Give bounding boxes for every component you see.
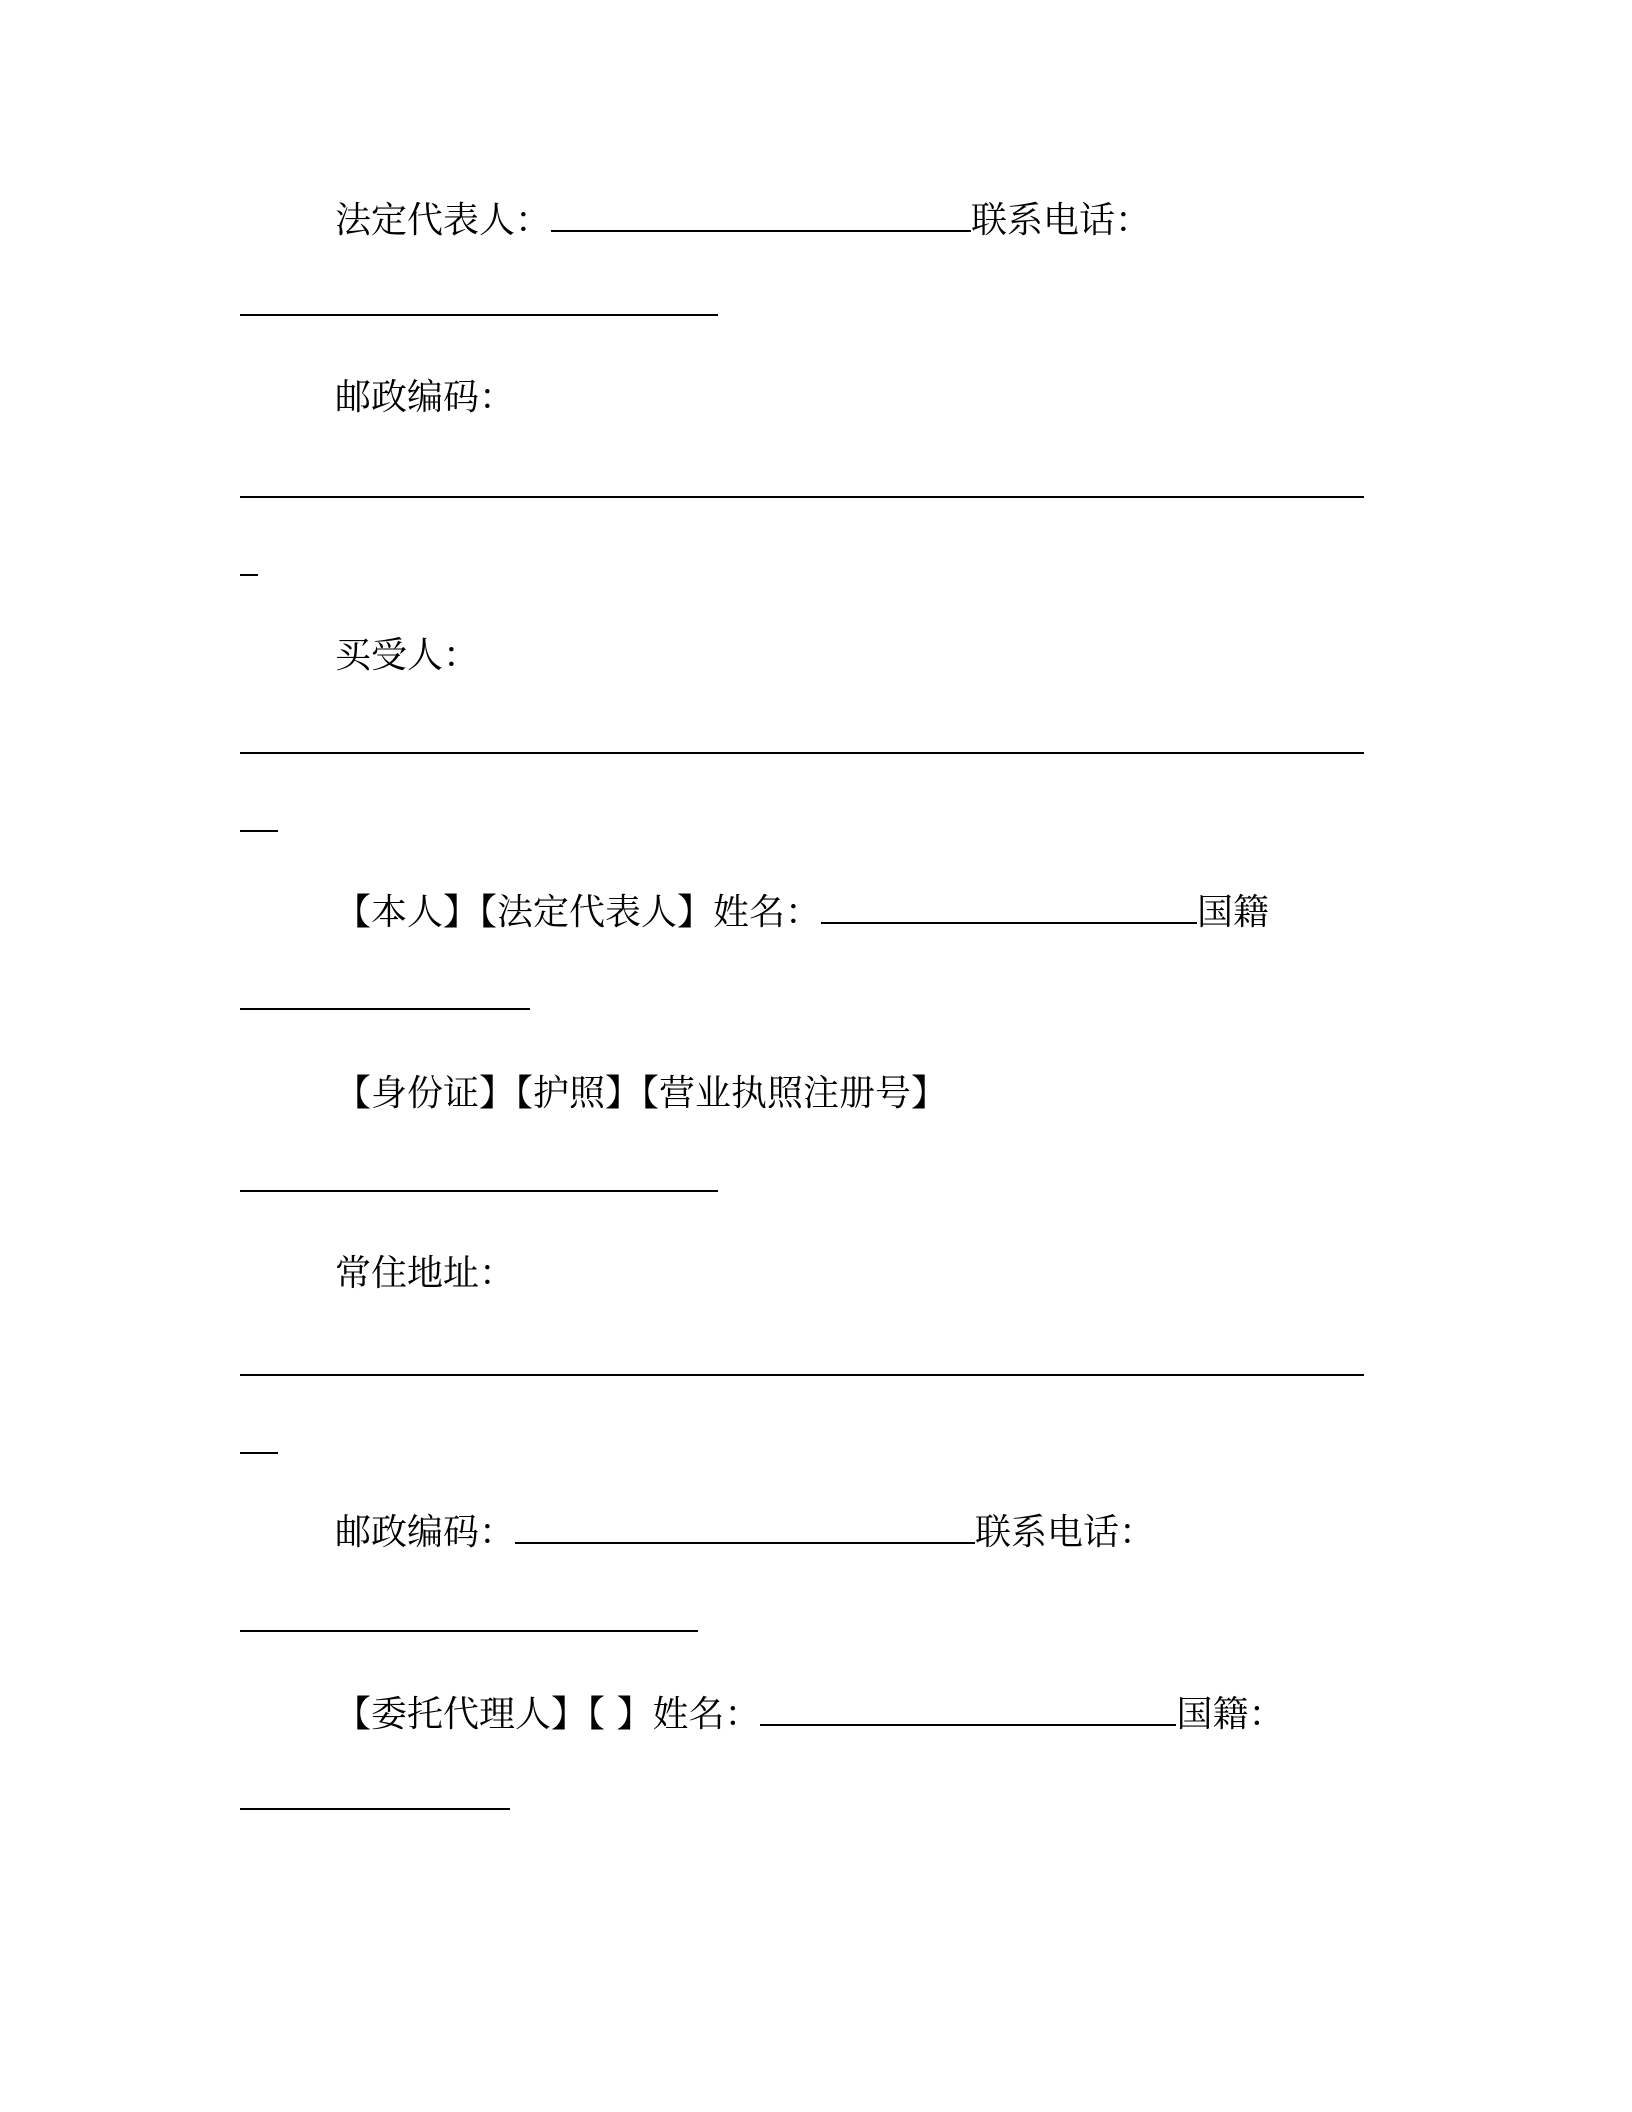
agent-name-field[interactable] [760,1690,1176,1726]
postal-code-label: 邮政编码： [335,377,516,418]
postal-code-field-2[interactable] [515,1508,975,1544]
address-label: 常住地址： [335,1253,516,1294]
postal-code-field-tail [240,574,258,576]
postal-code-field[interactable] [240,496,1364,498]
legal-representative-field[interactable] [551,196,971,232]
buyer-field[interactable] [240,752,1364,754]
name-field[interactable] [821,888,1197,924]
agent-name-label: 【委托代理人】【 】姓名： [335,1694,761,1735]
address-row [335,1250,515,1298]
identity-row [335,888,1269,937]
nationality-label: 国籍 [1197,892,1270,933]
phone-label: 联系电话： [971,200,1152,241]
agent-row [335,1690,1284,1739]
document-type-label: 【身份证】【护照】【营业执照注册号】 [335,1073,948,1114]
buyer-row [335,632,479,680]
postal-code-row-1 [335,374,515,422]
legal-representative-row [335,196,1151,245]
buyer-label: 买受人： [335,635,480,676]
document-number-field[interactable] [240,1190,718,1192]
phone-field[interactable] [240,314,718,316]
legal-representative-label: 法定代表人： [335,200,552,241]
document-type-row [335,1070,947,1118]
phone-label-2: 联系电话： [975,1512,1156,1553]
phone-field-2[interactable] [240,1630,698,1632]
postal-code-label-2: 邮政编码： [335,1512,516,1553]
address-field-tail [240,1452,278,1454]
agent-nationality-field[interactable] [240,1808,510,1810]
buyer-field-tail [240,830,278,832]
nationality-field[interactable] [240,1008,530,1010]
name-label: 【本人】【法定代表人】姓名： [335,892,822,933]
postal-code-row-2 [335,1508,1155,1557]
agent-nationality-label: 国籍： [1176,1694,1285,1735]
address-field[interactable] [240,1374,1364,1376]
